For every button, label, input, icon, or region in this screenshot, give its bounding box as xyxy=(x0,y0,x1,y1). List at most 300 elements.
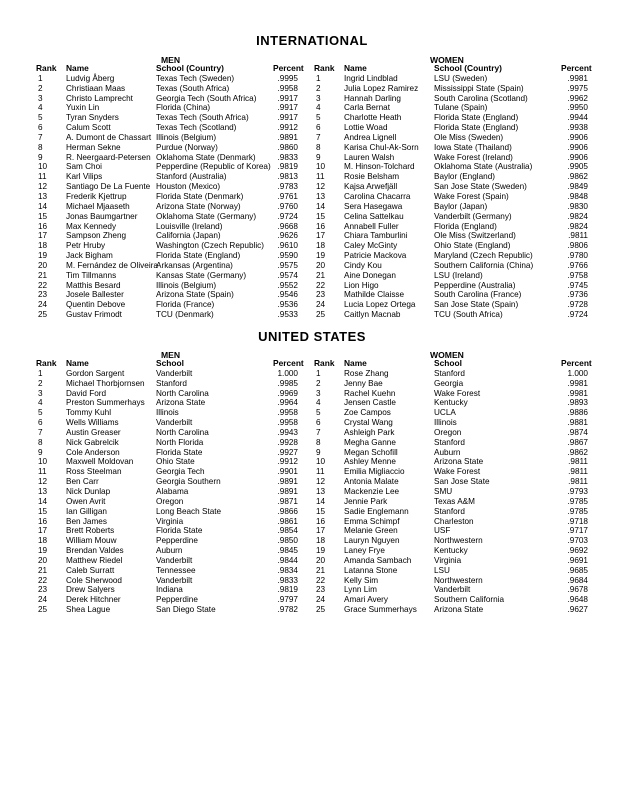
name-cell: Michael Mjaaseth xyxy=(66,201,130,211)
international-title: INTERNATIONAL xyxy=(256,33,368,48)
rank-cell: 8 xyxy=(38,437,43,447)
percent-cell: 1.000 xyxy=(567,368,588,378)
percent-cell: .9728 xyxy=(567,300,588,310)
percent-cell: .9850 xyxy=(277,536,298,546)
name-cell: Michael Thorbjornsen xyxy=(66,378,145,388)
name-cell: Lauren Walsh xyxy=(344,152,395,162)
rank-cell: 6 xyxy=(38,123,43,133)
school-cell: Oregon xyxy=(434,427,462,437)
table-row xyxy=(314,222,588,232)
percent-cell: .9995 xyxy=(277,73,298,83)
table-row xyxy=(314,162,588,172)
percent-cell: .9736 xyxy=(567,290,588,300)
rank-header: Rank xyxy=(36,63,57,73)
name-cell: Frederik Kjettrup xyxy=(66,191,127,201)
rank-cell: 21 xyxy=(38,270,48,280)
rank-cell: 23 xyxy=(38,585,48,595)
name-cell: Gustav Frimodt xyxy=(66,310,122,320)
name-cell: Andrea Lignell xyxy=(344,132,397,142)
percent-header: Percent xyxy=(273,358,304,368)
rank-cell: 12 xyxy=(38,477,48,487)
name-cell: Nick Dunlap xyxy=(66,486,111,496)
table-row xyxy=(36,153,298,163)
school-cell: Kansas State (Germany) xyxy=(156,270,247,280)
table-row xyxy=(36,566,298,576)
percent-cell: .9891 xyxy=(277,132,298,142)
table-row xyxy=(314,202,588,212)
school-cell: Florida State xyxy=(156,447,203,457)
percent-cell: .9854 xyxy=(277,526,298,536)
table-row xyxy=(314,487,588,497)
name-cell: Ross Steelman xyxy=(66,467,122,477)
rank-cell: 19 xyxy=(38,251,48,261)
table-row xyxy=(36,517,298,527)
percent-cell: .9969 xyxy=(277,388,298,398)
table-row xyxy=(314,408,588,418)
school-cell: Ole Miss (Sweden) xyxy=(434,132,504,142)
percent-cell: .9950 xyxy=(567,103,588,113)
percent-cell: .9848 xyxy=(567,191,588,201)
school-cell: Illinois (Belgium) xyxy=(156,280,217,290)
rank-cell: 22 xyxy=(316,575,326,585)
percent-cell: .9938 xyxy=(567,123,588,133)
percent-cell: .9760 xyxy=(277,201,298,211)
percent-cell: .9797 xyxy=(277,595,298,605)
table-row xyxy=(36,212,298,222)
percent-cell: .9928 xyxy=(277,437,298,447)
school-cell: Arizona State (Spain) xyxy=(156,290,234,300)
name-cell: Shea Lague xyxy=(66,605,111,615)
rank-cell: 20 xyxy=(316,260,326,270)
school-cell: Mississippi State (Spain) xyxy=(434,83,524,93)
name-cell: Lottie Woad xyxy=(344,123,388,133)
school-cell: Baylor (England) xyxy=(434,172,495,182)
school-cell: Texas Tech (Sweden) xyxy=(156,73,235,83)
school-cell: Texas (South Africa) xyxy=(156,83,230,93)
school-cell: North Florida xyxy=(156,437,204,447)
international-women-label: WOMEN xyxy=(430,55,464,65)
rank-cell: 14 xyxy=(38,201,48,211)
percent-cell: .9819 xyxy=(277,162,298,172)
rank-cell: 19 xyxy=(316,546,326,556)
rank-cell: 15 xyxy=(38,211,48,221)
percent-cell: .9975 xyxy=(567,83,588,93)
table-row xyxy=(314,261,588,271)
rank-cell: 24 xyxy=(316,595,326,605)
school-cell: SMU xyxy=(434,486,453,496)
rank-cell: 15 xyxy=(38,506,48,516)
name-cell: Matthis Besard xyxy=(66,280,121,290)
name-cell: Petr Hruby xyxy=(66,241,106,251)
name-cell: Calum Scott xyxy=(66,123,111,133)
rank-cell: 18 xyxy=(38,241,48,251)
percent-cell: .9610 xyxy=(277,241,298,251)
table-row xyxy=(314,133,588,143)
school-cell: TCU (Denmark) xyxy=(156,310,214,320)
rank-cell: 8 xyxy=(316,437,321,447)
school-header: School xyxy=(156,358,184,368)
table-row xyxy=(314,84,588,94)
table-row xyxy=(314,172,588,182)
percent-cell: .9905 xyxy=(567,162,588,172)
percent-cell: .9964 xyxy=(277,398,298,408)
percent-cell: .9958 xyxy=(277,418,298,428)
table-row xyxy=(36,103,298,113)
name-cell: Carolina Chacarra xyxy=(344,191,411,201)
percent-cell: .9546 xyxy=(277,290,298,300)
table-row xyxy=(314,517,588,527)
school-cell: Oklahoma State (Germany) xyxy=(156,211,257,221)
table-row xyxy=(314,281,588,291)
school-cell: Vanderbilt xyxy=(156,418,193,428)
percent-cell: .9724 xyxy=(567,310,588,320)
table-row xyxy=(314,595,588,605)
school-cell: Auburn xyxy=(434,447,461,457)
school-cell: San Jose State (Sweden) xyxy=(434,182,527,192)
percent-cell: .9811 xyxy=(568,477,588,487)
percent-cell: .9834 xyxy=(277,565,298,575)
school-cell: Arkansas (Argentina) xyxy=(156,260,233,270)
percent-cell: .9761 xyxy=(277,191,298,201)
school-cell: Charleston xyxy=(434,516,474,526)
school-cell: Ohio State xyxy=(156,457,195,467)
rank-cell: 6 xyxy=(38,418,43,428)
rank-cell: 12 xyxy=(316,477,326,487)
rank-cell: 21 xyxy=(316,270,326,280)
school-cell: Wake Forest (Spain) xyxy=(434,191,509,201)
percent-cell: .9906 xyxy=(567,142,588,152)
name-cell: Caley McGinty xyxy=(344,241,398,251)
rank-cell: 5 xyxy=(38,113,43,123)
percent-cell: .9981 xyxy=(567,378,588,388)
rank-cell: 4 xyxy=(316,398,321,408)
name-header: Name xyxy=(66,63,89,73)
table-row xyxy=(36,74,298,84)
school-cell: Arizona State (Norway) xyxy=(156,201,241,211)
name-cell: Lucia Lopez Ortega xyxy=(344,300,416,310)
school-cell: Northwestern xyxy=(434,536,483,546)
table-row xyxy=(314,103,588,113)
school-cell: Georgia Southern xyxy=(156,477,221,487)
name-cell: William Mouw xyxy=(66,536,117,546)
school-cell: Florida (England) xyxy=(434,221,497,231)
rank-cell: 3 xyxy=(316,93,321,103)
name-cell: Ben Carr xyxy=(66,477,99,487)
percent-cell: .9830 xyxy=(567,201,588,211)
rank-cell: 20 xyxy=(38,555,48,565)
rank-cell: 12 xyxy=(38,182,48,192)
name-cell: A. Dumont de Chassart xyxy=(66,132,152,142)
table-row xyxy=(314,231,588,241)
name-cell: Lauryn Nguyen xyxy=(344,536,400,546)
table-row xyxy=(314,94,588,104)
school-cell: Ohio State (England) xyxy=(434,241,511,251)
name-cell: M. Hinson-Tolchard xyxy=(344,162,415,172)
rank-cell: 17 xyxy=(316,231,326,241)
name-header: Name xyxy=(344,358,367,368)
table-row xyxy=(314,605,588,615)
name-cell: Mathilde Claisse xyxy=(344,290,405,300)
school-cell: Florida State xyxy=(156,526,203,536)
table-row xyxy=(36,477,298,487)
school-cell: Stanford xyxy=(156,378,187,388)
percent-cell: .9917 xyxy=(277,113,298,123)
percent-cell: .9575 xyxy=(277,260,298,270)
name-cell: Ludvig Åberg xyxy=(66,73,115,83)
name-cell: Megha Ganne xyxy=(344,437,396,447)
rank-cell: 7 xyxy=(316,427,321,437)
school-cell: Pepperdine (Australia) xyxy=(434,280,516,290)
percent-header: Percent xyxy=(273,63,304,73)
percent-cell: .9985 xyxy=(277,378,298,388)
name-cell: Tim Tillmanns xyxy=(66,270,117,280)
school-cell: Louisville (Ireland) xyxy=(156,221,223,231)
rank-header: Rank xyxy=(36,358,57,368)
rank-cell: 14 xyxy=(316,201,326,211)
name-cell: Rachel Kuehn xyxy=(344,388,396,398)
name-cell: Derek Hitchner xyxy=(66,595,121,605)
rank-cell: 16 xyxy=(316,516,326,526)
rank-cell: 14 xyxy=(316,496,326,506)
percent-cell: .9811 xyxy=(568,467,588,477)
rank-cell: 12 xyxy=(316,182,326,192)
name-cell: Crystal Wang xyxy=(344,418,393,428)
school-cell: Maryland (Czech Republic) xyxy=(434,251,533,261)
school-cell: Vanderbilt xyxy=(156,368,193,378)
table-row xyxy=(314,182,588,192)
rank-cell: 7 xyxy=(38,132,43,142)
rank-cell: 7 xyxy=(316,132,321,142)
name-cell: Jensen Castle xyxy=(344,398,396,408)
rank-cell: 11 xyxy=(316,172,325,182)
school-cell: Georgia Tech (South Africa) xyxy=(156,93,257,103)
rank-cell: 18 xyxy=(316,536,326,546)
rank-cell: 17 xyxy=(316,526,326,536)
percent-cell: .9861 xyxy=(277,516,298,526)
table-row xyxy=(314,192,588,202)
name-cell: Zoe Campos xyxy=(344,408,391,418)
name-cell: Maxwell Moldovan xyxy=(66,457,134,467)
table-row xyxy=(36,84,298,94)
school-header: School xyxy=(434,358,462,368)
name-cell: Owen Avrit xyxy=(66,496,106,506)
table-row xyxy=(36,526,298,536)
school-cell: Illinois xyxy=(156,408,179,418)
rank-cell: 4 xyxy=(316,103,321,113)
rank-cell: 3 xyxy=(38,93,43,103)
united-states-title: UNITED STATES xyxy=(258,329,366,344)
rank-cell: 23 xyxy=(38,290,48,300)
name-cell: Jenny Bae xyxy=(344,378,383,388)
percent-cell: .9718 xyxy=(567,516,588,526)
international-women-table xyxy=(314,63,592,320)
name-cell: Lynn Lim xyxy=(344,585,377,595)
table-row xyxy=(36,222,298,232)
school-cell: San Diego State xyxy=(156,605,216,615)
name-cell: Christiaan Maas xyxy=(66,83,126,93)
percent-cell: .9724 xyxy=(277,211,298,221)
table-row xyxy=(36,310,298,320)
table-row xyxy=(314,389,588,399)
school-cell: Iowa State (Thailand) xyxy=(434,142,512,152)
table-row xyxy=(36,172,298,182)
table-row xyxy=(314,507,588,517)
school-cell: Vanderbilt (Germany) xyxy=(434,211,512,221)
percent-cell: .9684 xyxy=(567,575,588,585)
name-cell: Nick Gabrelcik xyxy=(66,437,119,447)
school-cell: Ole Miss (Switzerland) xyxy=(434,231,516,241)
percent-cell: .9574 xyxy=(277,270,298,280)
school-cell: Florida State (England) xyxy=(156,251,241,261)
rank-cell: 22 xyxy=(38,280,48,290)
percent-cell: .9901 xyxy=(277,467,298,477)
percent-cell: .9648 xyxy=(567,595,588,605)
school-cell: Texas A&M xyxy=(434,496,475,506)
percent-cell: .9824 xyxy=(567,221,588,231)
table-row xyxy=(314,566,588,576)
table-row xyxy=(314,241,588,251)
name-cell: Rosie Belsham xyxy=(344,172,400,182)
rank-cell: 2 xyxy=(316,83,321,93)
table-row xyxy=(36,556,298,566)
table-row xyxy=(314,428,588,438)
school-cell: North Carolina xyxy=(156,427,209,437)
school-cell: Northwestern xyxy=(434,575,483,585)
rank-cell: 10 xyxy=(316,457,326,467)
name-cell: Antonia Malate xyxy=(344,477,399,487)
school-cell: Southern California xyxy=(434,595,505,605)
rank-cell: 24 xyxy=(38,595,48,605)
table-row xyxy=(36,133,298,143)
rank-cell: 1 xyxy=(316,73,321,83)
percent-cell: .9874 xyxy=(567,427,588,437)
rank-cell: 16 xyxy=(38,221,48,231)
name-cell: Aine Donegan xyxy=(344,270,396,280)
school-cell: USF xyxy=(434,526,451,536)
percent-cell: .9819 xyxy=(277,585,298,595)
percent-cell: .9862 xyxy=(567,172,588,182)
percent-cell: .9912 xyxy=(277,457,298,467)
name-cell: Laney Frye xyxy=(344,546,385,556)
rank-header: Rank xyxy=(314,63,335,73)
table-row xyxy=(36,241,298,251)
name-cell: Megan Schofill xyxy=(344,447,398,457)
table-row xyxy=(314,143,588,153)
name-cell: David Ford xyxy=(66,388,107,398)
name-cell: Santiago De La Fuente xyxy=(66,182,151,192)
percent-cell: .9785 xyxy=(567,496,588,506)
table-row xyxy=(36,576,298,586)
table-row xyxy=(36,585,298,595)
table-row xyxy=(314,457,588,467)
percent-cell: .9758 xyxy=(567,270,588,280)
rank-cell: 22 xyxy=(38,575,48,585)
rank-cell: 11 xyxy=(316,467,325,477)
table-row xyxy=(314,113,588,123)
name-cell: Amari Avery xyxy=(344,595,388,605)
percent-cell: .9811 xyxy=(568,231,588,241)
rank-cell: 8 xyxy=(38,142,43,152)
table-row xyxy=(314,556,588,566)
school-cell: Georgia xyxy=(434,378,464,388)
school-cell: Arizona State xyxy=(434,457,484,467)
percent-cell: .9783 xyxy=(277,182,298,192)
school-cell: Stanford xyxy=(434,437,465,447)
name-cell: Preston Summerhays xyxy=(66,398,145,408)
rank-cell: 15 xyxy=(316,211,326,221)
rank-cell: 20 xyxy=(316,555,326,565)
table-row xyxy=(36,202,298,212)
school-cell: Kentucky xyxy=(434,546,468,556)
table-row xyxy=(314,271,588,281)
rank-cell: 5 xyxy=(316,113,321,123)
school-cell: North Carolina xyxy=(156,388,209,398)
table-row xyxy=(36,487,298,497)
school-cell: Houston (Mexico) xyxy=(156,182,221,192)
school-cell: LSU (Ireland) xyxy=(434,270,483,280)
table-row xyxy=(36,271,298,281)
name-cell: Tommy Kuhl xyxy=(66,408,112,418)
school-cell: Purdue (Norway) xyxy=(156,142,218,152)
school-header: School (Country) xyxy=(156,63,224,73)
rank-cell: 7 xyxy=(38,427,43,437)
percent-cell: .9668 xyxy=(277,221,298,231)
percent-cell: .9917 xyxy=(277,93,298,103)
school-cell: Georgia Tech xyxy=(156,467,205,477)
percent-cell: .9685 xyxy=(567,565,588,575)
name-cell: Jennie Park xyxy=(344,496,388,506)
rank-cell: 25 xyxy=(38,605,48,615)
name-cell: Yuxin Lin xyxy=(66,103,100,113)
rank-cell: 1 xyxy=(38,368,43,378)
school-cell: Washington (Czech Republic) xyxy=(156,241,265,251)
united-states-women-label: WOMEN xyxy=(430,350,464,360)
table-row xyxy=(314,300,588,310)
name-cell: Caitlyn Macnab xyxy=(344,310,401,320)
rank-cell: 23 xyxy=(316,585,326,595)
table-row xyxy=(36,605,298,615)
rank-cell: 3 xyxy=(316,388,321,398)
table-row xyxy=(36,290,298,300)
table-row xyxy=(36,113,298,123)
table-row xyxy=(314,497,588,507)
name-header: Name xyxy=(66,358,89,368)
name-cell: Lion Higo xyxy=(344,280,379,290)
rank-cell: 13 xyxy=(38,486,48,496)
rank-cell: 10 xyxy=(38,162,48,172)
percent-cell: .9943 xyxy=(277,427,298,437)
rank-cell: 16 xyxy=(316,221,326,231)
table-row xyxy=(314,290,588,300)
school-cell: Arizona State xyxy=(434,605,484,615)
percent-cell: .9533 xyxy=(277,310,298,320)
rank-cell: 2 xyxy=(38,83,43,93)
table-row xyxy=(314,369,588,379)
school-cell: Florida (France) xyxy=(156,300,215,310)
school-cell: LSU xyxy=(434,565,450,575)
table-row xyxy=(314,438,588,448)
school-cell: Florida State (Denmark) xyxy=(156,191,244,201)
rank-cell: 1 xyxy=(316,368,321,378)
name-cell: Cole Anderson xyxy=(66,447,120,457)
name-cell: Ben James xyxy=(66,516,107,526)
school-cell: Oklahoma State (Denmark) xyxy=(156,152,256,162)
table-row xyxy=(314,74,588,84)
name-cell: Kelly Sim xyxy=(344,575,379,585)
school-header: School (Country) xyxy=(434,63,502,73)
percent-cell: .9981 xyxy=(567,388,588,398)
table-row xyxy=(36,438,298,448)
